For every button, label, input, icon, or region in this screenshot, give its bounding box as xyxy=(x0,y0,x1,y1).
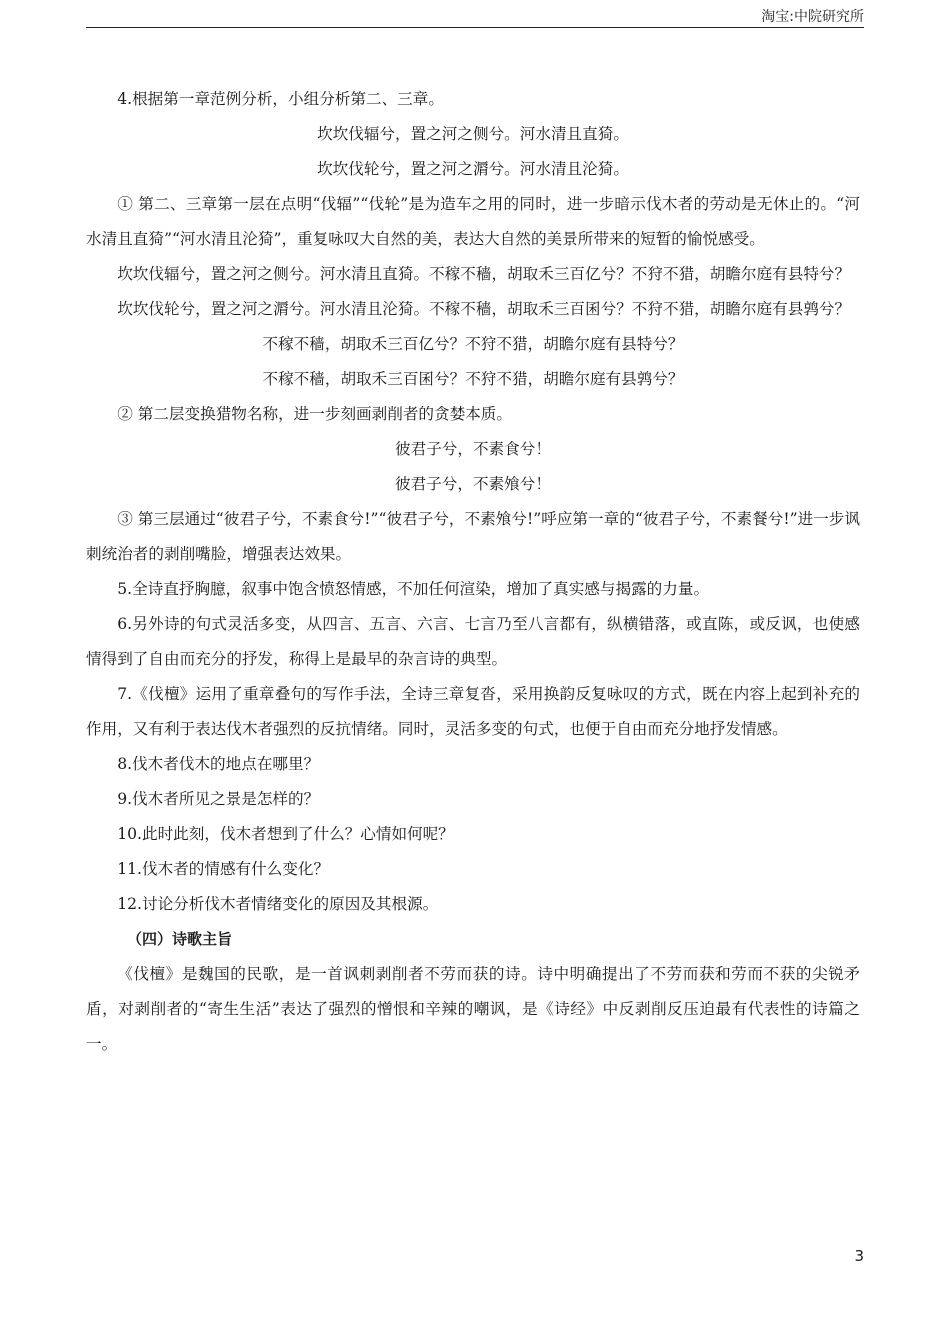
poem-line: 坎坎伐辐兮，置之河之侧兮。河水清且直猗。 xyxy=(317,125,629,143)
paragraph: ② 第二层变换猎物名称，进一步刻画剥削者的贪婪本质。 xyxy=(117,405,512,423)
header-source-text: 淘宝:中院研究所 xyxy=(761,9,864,25)
poem-line: 坎坎伐轮兮，置之河之漘兮。河水清且沦猗。 xyxy=(317,160,629,178)
section-heading: （四）诗歌主旨 xyxy=(127,930,233,948)
poem-line: 不稼不穑，胡取禾三百亿兮？不狩不猎，胡瞻尔庭有县特兮？ xyxy=(262,335,684,353)
poem-line: 不稼不穑，胡取禾三百囷兮？不狩不猎，胡瞻尔庭有县鹑兮？ xyxy=(262,370,684,388)
question-item: 11.伐木者的情感有什么变化？ xyxy=(117,860,330,878)
paragraph: 《伐檀》是魏国的民歌，是一首讽刺剥削者不劳而获的诗。诗中明确提出了不劳而获和劳而不获的尖锐矛盾，对剥削者的“寄生生活”表达了强烈的憎恨和辛辣的嘲讽，是《诗经》中反剥削反压迫最有代表性的诗篇之一。 xyxy=(86,965,860,1053)
page-header xyxy=(86,6,864,28)
paragraph: 4.根据第一章范例分析，小组分析第二、三章。 xyxy=(117,90,444,108)
paragraph: 坎坎伐辐兮，置之河之侧兮。河水清且直猗。不稼不穑，胡取禾三百亿兮？不狩不猎，胡瞻尔庭有县特兮？ xyxy=(117,265,851,283)
page-number: 3 xyxy=(854,1247,864,1265)
paragraph: 坎坎伐轮兮，置之河之漘兮。河水清且沦猗。不稼不穑，胡取禾三百囷兮？不狩不猎，胡瞻尔庭有县鹑兮？ xyxy=(117,300,851,318)
paragraph: ③ 第三层通过“彼君子兮，不素食兮!”“彼君子兮，不素飧兮!”呼应第一章的“彼君子兮，不素餐兮!”进一步讽刺统治者的剥削嘴脸，增强表达效果。 xyxy=(86,510,860,563)
document-body xyxy=(86,82,860,1062)
poem-line: 彼君子兮，不素飧兮！ xyxy=(395,475,551,493)
paragraph: 6.另外诗的句式灵活多变，从四言、五言、六言、七言乃至八言都有，纵横错落，或直陈，或反讽，也使感情得到了自由而充分的抒发，称得上是最早的杂言诗的典型。 xyxy=(86,615,860,668)
poem-line: 彼君子兮，不素食兮！ xyxy=(395,440,551,458)
question-item: 8.伐木者伐木的地点在哪里？ xyxy=(117,755,320,773)
question-item: 9.伐木者所见之景是怎样的？ xyxy=(117,790,320,808)
question-item: 12.讨论分析伐木者情绪变化的原因及其根源。 xyxy=(117,895,439,913)
paragraph: ① 第二、三章第一层在点明“伐辐”“伐轮”是为造车之用的同时，进一步暗示伐木者的劳动是无休止的。“河水清且直猗”“河水清且沦猗”，重复咏叹大自然的美，表达大自然的美景所带来的短暂的愉悦感受。 xyxy=(86,195,860,248)
question-item: 10.此时此刻，伐木者想到了什么？心情如何呢？ xyxy=(117,825,454,843)
paragraph: 7.《伐檀》运用了重章叠句的写作手法，全诗三章复沓，采用换韵反复咏叹的方式，既在内容上起到补充的作用，又有利于表达伐木者强烈的反抗情绪。同时，灵活多变的句式，也便于自由而充分地抒发情感。 xyxy=(86,685,860,738)
paragraph: 5.全诗直抒胸臆，叙事中饱含愤怒情感，不加任何渲染，增加了真实感与揭露的力量。 xyxy=(117,580,710,598)
